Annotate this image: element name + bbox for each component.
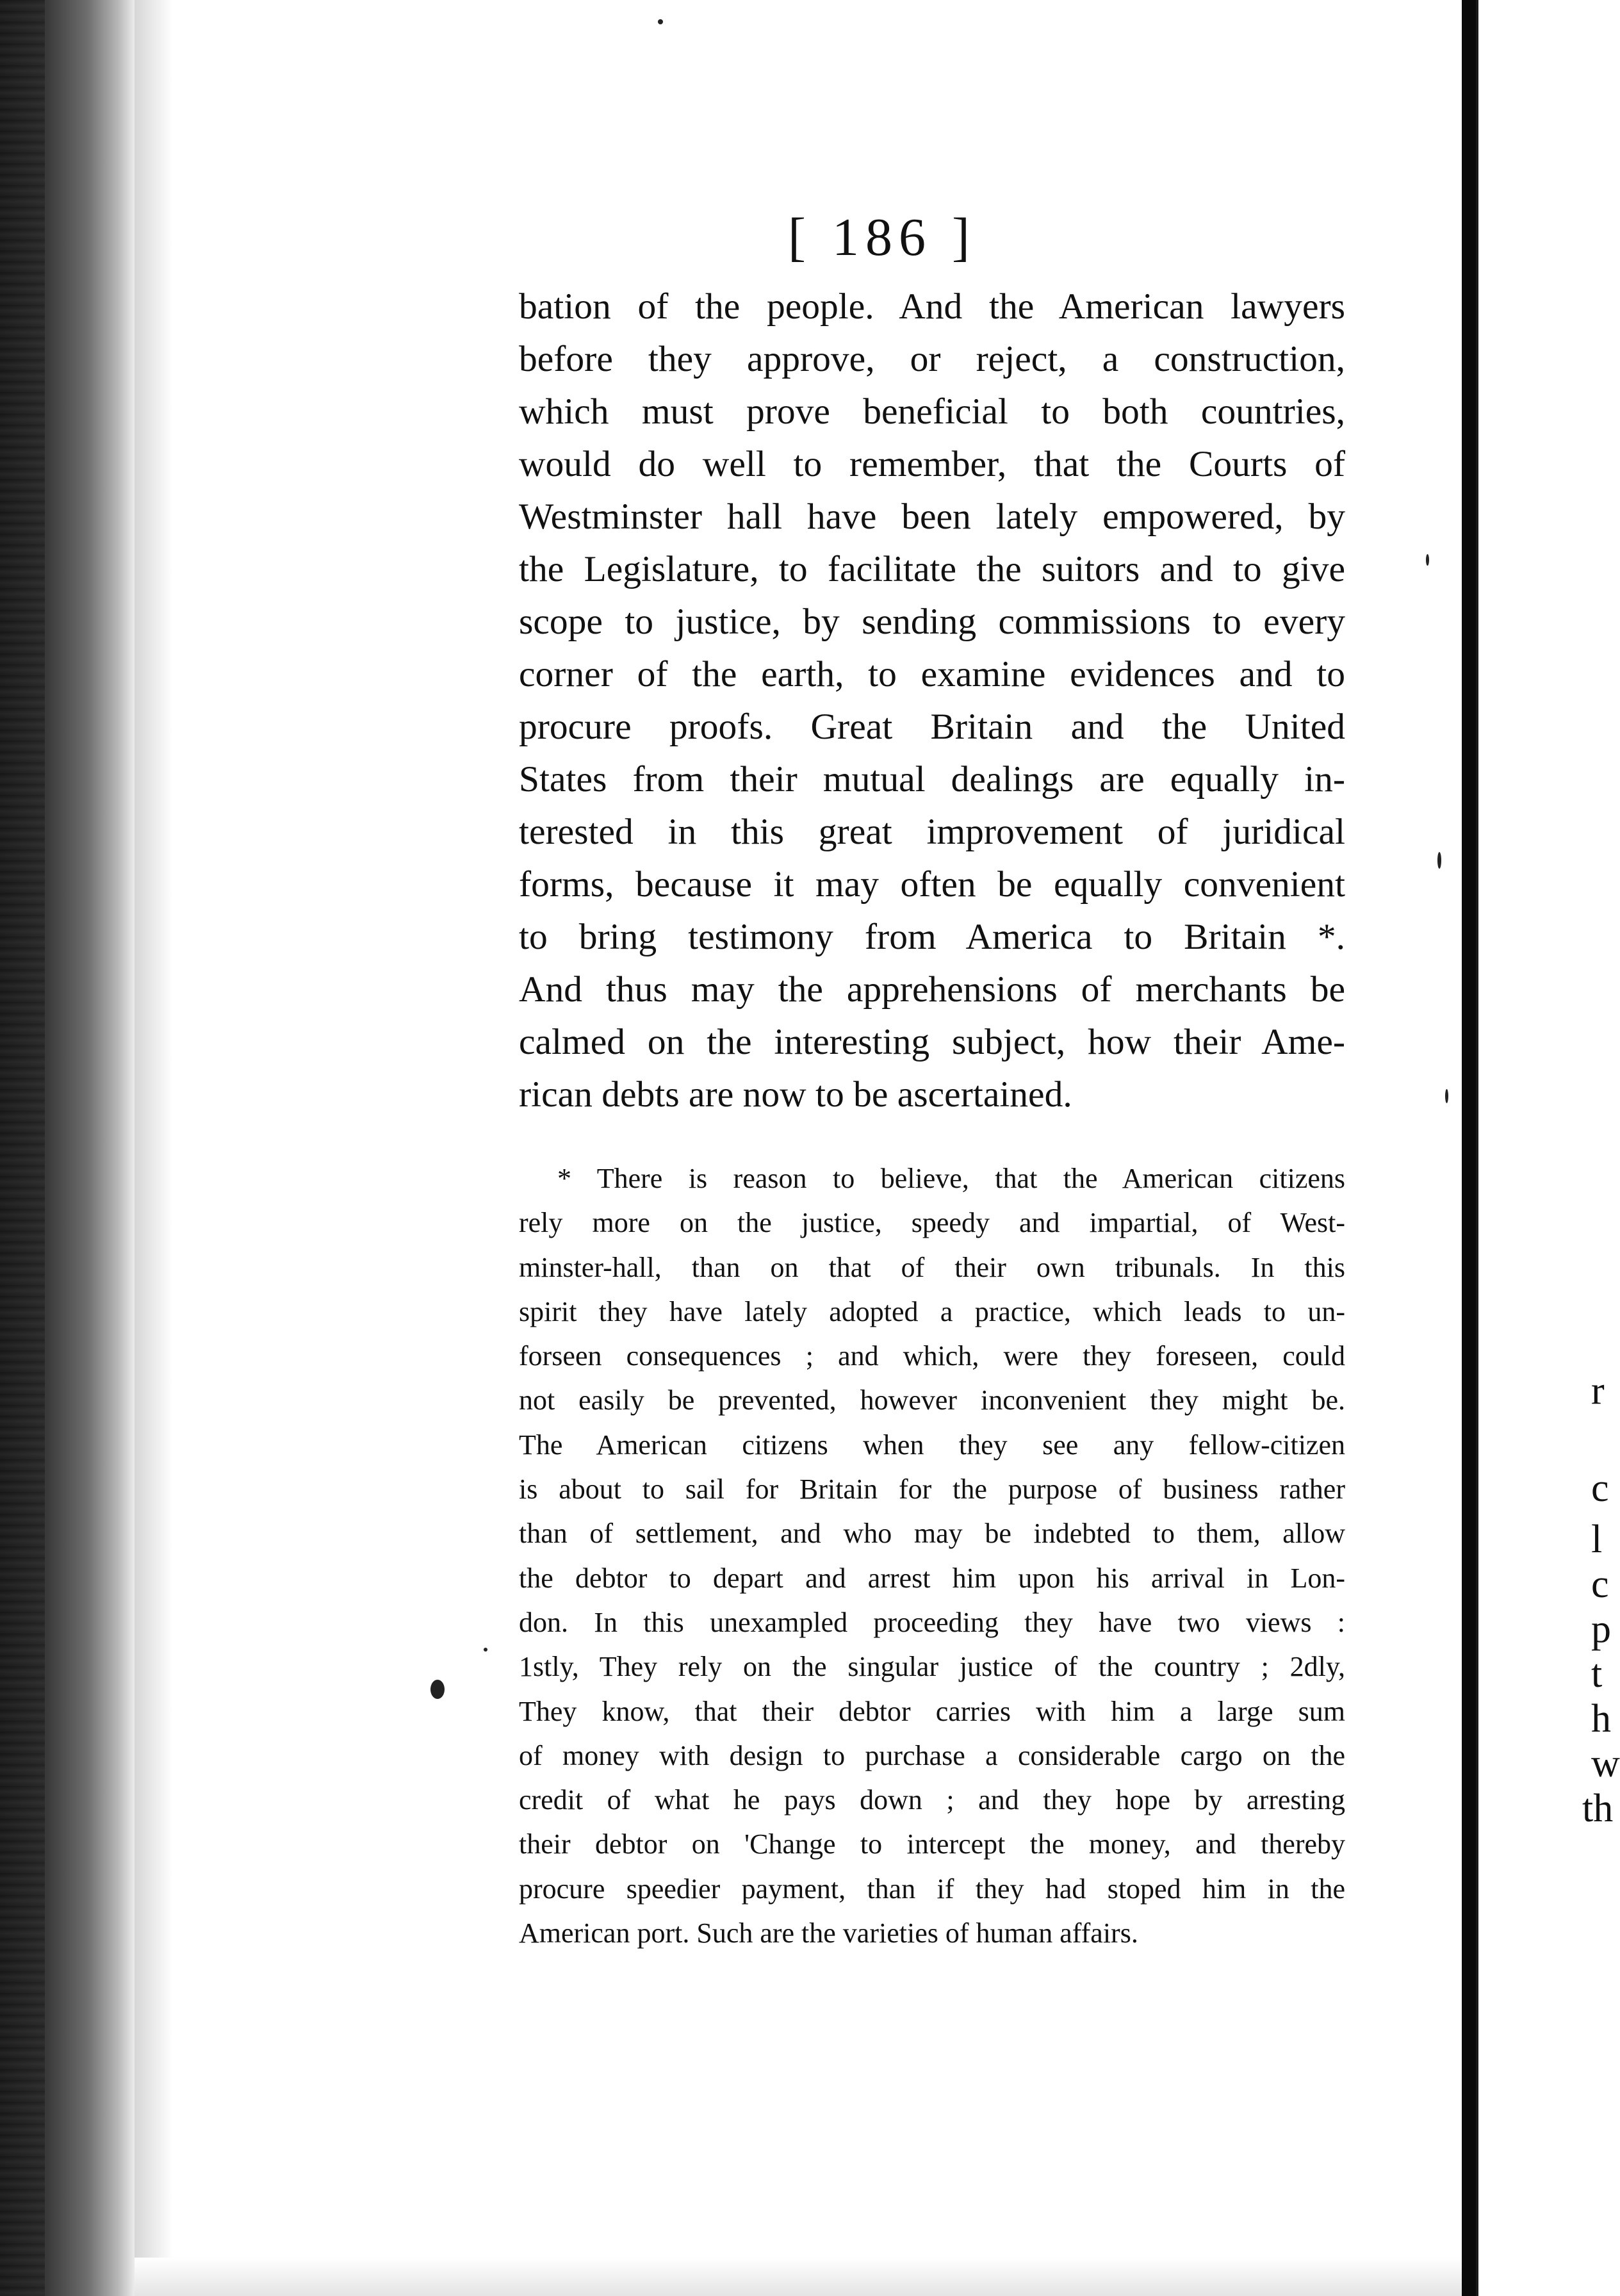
body-line: would do well to remember, that the Courts of [519, 444, 1345, 484]
footnote-line: American port. Such are the varieties of human affairs. [519, 1917, 1138, 1949]
next-page-fragment: p [1591, 1607, 1611, 1651]
footnote-line: forseen consequences ; and which, were they foreseen, could [519, 1340, 1345, 1372]
page-gutter [1462, 0, 1476, 2296]
footnote-line: than of settlement, and who may be indebted to them, allow [519, 1518, 1345, 1550]
next-page-fragment: th [1582, 1787, 1614, 1830]
next-page-fragment: w [1591, 1742, 1620, 1785]
footnote-line: They know, that their debtor carries with him a large sum [519, 1695, 1345, 1727]
footnote-line: of money with design to purchase a considerable cargo on the [519, 1739, 1345, 1771]
footnote-line: The American citizens when they see any fellow-citizen [519, 1429, 1345, 1461]
footnote-line: their debtor on 'Change to intercept the money, and thereby [519, 1828, 1345, 1860]
body-line: to bring testimony from America to Britain *. [519, 917, 1345, 957]
body-line: calmed on the interesting subject, how their Ame- [519, 1022, 1345, 1062]
body-line: corner of the earth, to examine evidences and to [519, 654, 1345, 694]
body-text [519, 281, 1345, 1121]
footnote-line: * There is reason to believe, that the American citizens [557, 1163, 1345, 1194]
scan-speck [1445, 1089, 1448, 1103]
body-line: terested in this great improvement of juridical [519, 812, 1345, 852]
body-line: bation of the people. And the American lawyers [519, 286, 1345, 327]
footnote-line: not easily be prevented, however inconvenient they might be. [519, 1384, 1345, 1416]
body-line: Westminster hall have been lately empowered, by [519, 496, 1345, 537]
footnote-line: rely more on the justice, speedy and impartial, of West- [519, 1207, 1345, 1239]
body-line: rican debts are now to be ascertained. [519, 1074, 1072, 1115]
page-number: [ 186 ] [788, 208, 976, 267]
page-bottom-shade [135, 2258, 1476, 2296]
body-line: which must prove beneficial to both countries, [519, 391, 1345, 432]
body-line: States from their mutual dealings are equally in- [519, 759, 1345, 800]
next-page-fragment: l [1591, 1518, 1603, 1561]
next-page-fragment: h [1591, 1697, 1611, 1741]
body-line: the Legislature, to facilitate the suitors and to give [519, 549, 1345, 589]
footnote-line: don. In this unexampled proceeding they have two views : [519, 1606, 1345, 1638]
footnote-line: minster-hall, than on that of their own tribunals. In this [519, 1251, 1345, 1283]
footnote-line: the debtor to depart and arrest him upon his arrival in Lon- [519, 1562, 1345, 1594]
body-line: before they approve, or reject, a construction, [519, 339, 1345, 379]
next-page-fragment: c [1591, 1466, 1609, 1510]
body-line: scope to justice, by sending commissions to every [519, 602, 1345, 642]
next-page-fragment: c [1591, 1562, 1609, 1606]
next-page-fragment: r [1591, 1369, 1605, 1413]
body-line: And thus may the apprehensions of merchants be [519, 969, 1345, 1010]
body-line: procure proofs. Great Britain and the United [519, 707, 1345, 747]
scan-speck [1437, 852, 1441, 869]
scan-speck [1426, 554, 1429, 566]
scan-speck [484, 1648, 487, 1652]
footnote-line: is about to sail for Britain for the purpose of business rather [519, 1473, 1345, 1505]
scanner-left-edge [0, 0, 135, 2296]
footnote-line: procure speedier payment, than if they had stoped him in the [519, 1873, 1345, 1905]
footnote-line: spirit they have lately adopted a practice, which leads to un- [519, 1295, 1345, 1327]
page-shadow [135, 0, 173, 2296]
footnote-line: 1stly, They rely on the singular justice of the country ; 2dly, [519, 1651, 1345, 1683]
body-line: forms, because it may often be equally convenient [519, 864, 1345, 905]
next-page-fragment: t [1591, 1652, 1603, 1696]
scan-speck [430, 1680, 445, 1699]
footnote-line: credit of what he pays down ; and they hope by arresting [519, 1784, 1345, 1816]
next-page-edge [1476, 0, 1620, 2296]
scan-speck [658, 19, 663, 24]
footnote [519, 1156, 1345, 1955]
